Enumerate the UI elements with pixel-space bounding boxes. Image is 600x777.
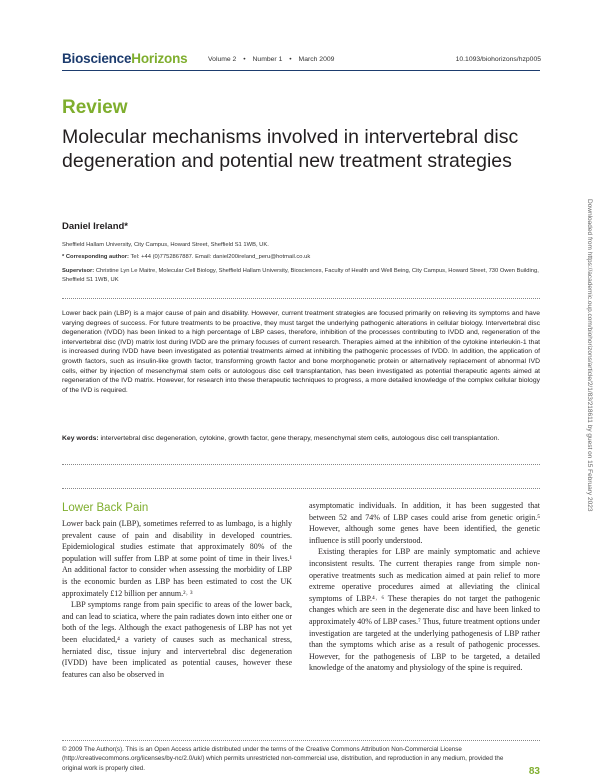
keywords-list: intervertebral disc degeneration, cytokine, growth factor, gene therapy, mesenchymal stem cells, autologous disc cell transplantation. (98, 435, 500, 442)
supervisor-info (62, 267, 540, 285)
author-name: Daniel Ireland* (62, 221, 128, 232)
bullet-separator: • (289, 56, 292, 63)
supervisor-details: Christine Lyn Le Maitre, Molecular Cell Biology, Sheffield Hallam University, Biosciences, Faculty of Health and Well Being, City Campus, Howard Street, 730 Owen Building, Sheffield S1 1WB, UK (62, 268, 539, 283)
abstract-divider-bottom (62, 464, 540, 465)
supervisor-label: Supervisor: (62, 268, 95, 274)
article-type-label: Review (62, 97, 128, 118)
license-notice: © 2009 The Author(s). This is an Open Access article distributed under the terms of the Creative Commons Attribution Non-Commercial License (http://creativecommons.org/licenses/by-nc/2.0/uk/) which permits unrestricted non-commercial use, distribution, and reproduction in any medium, provided the original work is properly cited. (62, 746, 504, 772)
journal-name-part1: Bioscience (62, 51, 132, 66)
abstract: Lower back pain (LBP) is a major cause of pain and disability. However, current treatment strategies are focused primarily on relieving its symptoms and have varying degrees of success. For future treatments to be proactive, they must target the underlying pathogenic alterations in cellular biology. Intervertebral disc degeneration (IVDD) has been linked to a high percentage of LBP cases, therefore, inhibition of the processes contributing to IVDD and, regeneration of the intervertebral disc (IVD) matrix lost during IVDD are the primary focuses of current research. Therapies aimed at the inhibition of the cytokine interleukin-1 that is increased during IVDD have been investigated as potential treatments aimed at inhibiting the pathogenic processes of IVDD. In addition, the application of growth factors, such as insulin-like growth factor, transforming growth factor and bone morphogenetic protein or alternatively replacement of abnormal IVD cells, either by injection of mesenchymal stem cells or autologous disc cell transplantation, has been investigated as potential therapeutic agents aimed at regeneration of the IVD matrix. However, for research into these therapeutic techniques to progress, a more detailed knowledge of the complex cellular biology of the IVD is required. (62, 310, 540, 394)
body-left-column (62, 518, 292, 680)
author-affiliation: Sheffield Hallam University, City Campus, Howard Street, Sheffield S1 1WB, UK. (62, 242, 269, 248)
corresponding-author (62, 253, 532, 262)
corresponding-label: * Corresponding author: (62, 254, 129, 260)
doi[interactable]: 10.1093/biohorizons/hzp005 (455, 56, 541, 63)
header-rule (62, 70, 540, 71)
journal-name-part2: Horizons (131, 51, 188, 66)
keywords-label: Key words: (62, 435, 99, 442)
paragraph: Lower back pain (LBP), sometimes referred to as lumbago, is a highly prevalent cause of pain and disability in developed countries. Epidemiological studies estimate that approximately 80% of the population will suffer from LBP at some point of time in their lives.¹ An additional factor to consider when assessing the morbidity of LBP is the economic burden as LBP has been estimated to cost the UK approximately £12 billion per annum.²˒ ³ (62, 519, 292, 598)
paragraph: LBP symptoms range from pain specific to areas of the lower back, and can lead to sciatica, where the pain radiates down into either one or both of the legs. Although the exact pathogenesis of LBP has not yet been elucidated,⁴ a variety of causes such as mechanical stress, herniated disc, tissue injury and intervertebral disc degeneration (IVDD) have been implicated as potential causes, however these features can also be observed in (62, 600, 292, 679)
bullet-separator: • (243, 56, 246, 63)
section-heading: Lower Back Pain (62, 502, 149, 514)
download-watermark-text: Downloaded from https://academic.oup.com/biohorizons/article/2/1/83/218611 by guest on 15 February 2023 (586, 199, 593, 512)
journal-logo (62, 51, 187, 66)
body-divider (62, 488, 540, 489)
paragraph: asymptomatic individuals. In addition, it has been suggested that between 52 and 74% of LBP cases could arise from genetic origin.⁵ However, although some genes have been identified, the genetic influence is still poorly understood. (309, 501, 540, 545)
article-title: Molecular mechanisms involved in intervertebral disc degeneration and potential new treatment strategies (62, 126, 519, 172)
issue-number: Number 1 (252, 56, 283, 63)
download-watermark (582, 199, 596, 669)
footer-divider (62, 740, 540, 741)
body-right-column (309, 500, 540, 674)
page-number: 83 (528, 766, 540, 777)
paragraph: Existing therapies for LBP are mainly symptomatic and achieve inconsistent results. The current therapies range from simple non-operative treatments such as medication aimed at pain relief to more extreme operative procedures aimed at alleviating the clinical symptoms of LBP.⁴˒ ⁶ These therapies do not target the pathogenic changes which are seen in the degenerate disc and have been linked to approximately 40% of LBP cases.⁷ Thus, future treatment options under investigation are targeted at the underlying pathogenesis of LBP rather than the symptoms which arise as a result of pathogenic processes. However, for the pathogenesis of LBP to be targeted, a detailed knowledge of the anatomy and physiology of the spine is required. (309, 547, 540, 673)
abstract-divider-top (62, 298, 540, 299)
issue-volume: Volume 2 (208, 56, 237, 63)
corresponding-details: Tel: +44 (0)7752867887. Email: daniel200ireland_peru@hotmail.co.uk (128, 254, 311, 260)
issue-info (208, 56, 334, 63)
keywords (62, 434, 540, 444)
issue-date: March 2009 (298, 56, 335, 63)
